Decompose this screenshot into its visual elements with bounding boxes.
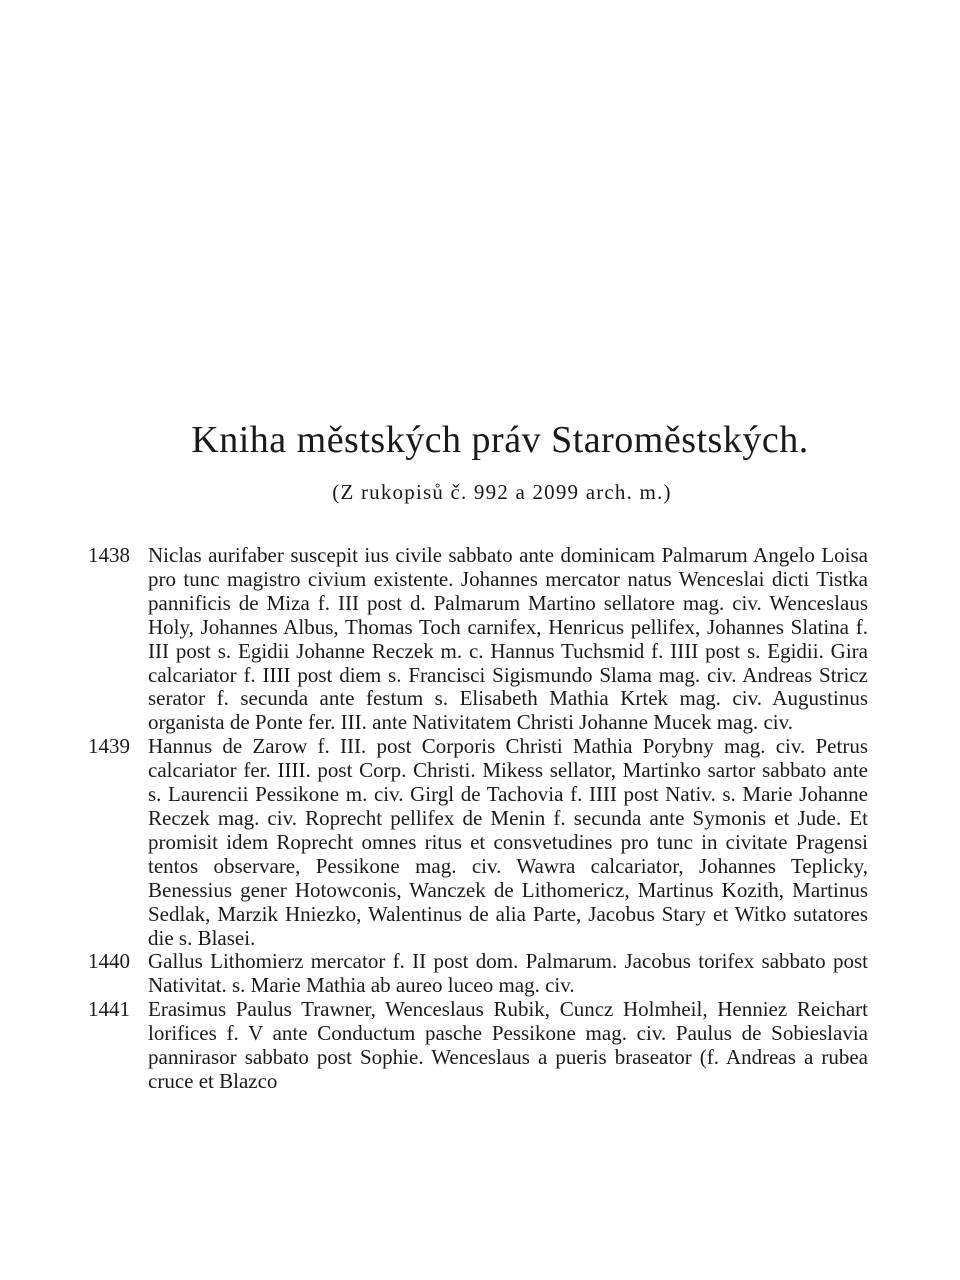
document-title: Kniha městských práv Staroměstských.: [191, 419, 809, 461]
entry-year: 1441: [88, 997, 130, 1022]
entries-list: [88, 544, 868, 1094]
document-subtitle: (Z rukopisů č. 992 a 2099 arch. m.): [332, 480, 672, 504]
entry-text: Niclas aurifaber suscepit ius civile sabbato ante dominicam Palmarum Angelo Loisa pro tunc magistro civium existente. Johannes mercator natus Wenceslai dicti Tistka pannificis de Miza f. III post d. Palmarum Martino sellatore mag. civ. Wenceslaus Holy, Johannes Albus, Thomas Toch carnifex, Henricus pellifex, Johannes Slatina f. III post s. Egidii Johanne Reczek m. c. Hannus Tuchsmid f. IIII post s. Egidii. Gira calcariator f. IIII post diem s. Francisci Sigismundo Slama mag. civ. Andreas Stricz serator f. secunda ante festum s. Elisabeth Mathia Krtek mag. civ. Augustinus organista de Ponte fer. III. ante Nativitatem Christi Johanne Mucek mag. civ.: [148, 543, 868, 735]
entry-year: 1439: [88, 734, 130, 759]
entry-year: 1440: [88, 949, 130, 974]
entry-1439: [88, 735, 868, 950]
entry-1441: [88, 998, 868, 1094]
entry-year: 1438: [88, 543, 130, 567]
entry-1438: [88, 544, 868, 735]
entry-1440: [88, 950, 868, 998]
entry-text: Erasimus Paulus Trawner, Wenceslaus Rubik, Cuncz Holmheil, Henniez Reichart lorifices f. V ante Conductum pasche Pessikone mag. civ. Paulus de Sobieslavia pannirasor sabbato post Sophie. Wenceslaus a pueris braseator (f. Andreas a rubea cruce et Blazco: [148, 997, 868, 1093]
entry-text: Gallus Lithomierz mercator f. II post dom. Palmarum. Jacobus torifex sabbato post Nativitat. s. Marie Mathia ab aureo luceo mag. civ.: [148, 949, 868, 998]
entry-text: Hannus de Zarow f. III. post Corporis Christi Mathia Porybny mag. civ. Petrus calcariator fer. IIII. post Corp. Christi. Mikess sellator, Martinko sartor sabbato ante s. Laurencii Pessikone m. civ. Girgl de Tachovia f. IIII post Nativ. s. Marie Johanne Reczek mag. civ. Roprecht pellifex de Menin f. secunda ante Symonis et Jude. Et promisit idem Roprecht omnes ritus et consvetudines pro tunc in civitate Pragensi tentos observare, Pessikone mag. civ. Wawra calcariator, Johannes Teplicky, Benessius gener Hotowconis, Wanczek de Lithomericz, Martinus Kozith, Martinus Sedlak, Marzik Hniezko, Walentinus de alia Parte, Jacobus Stary et Witko sutatores die s. Blasei.: [148, 734, 868, 950]
